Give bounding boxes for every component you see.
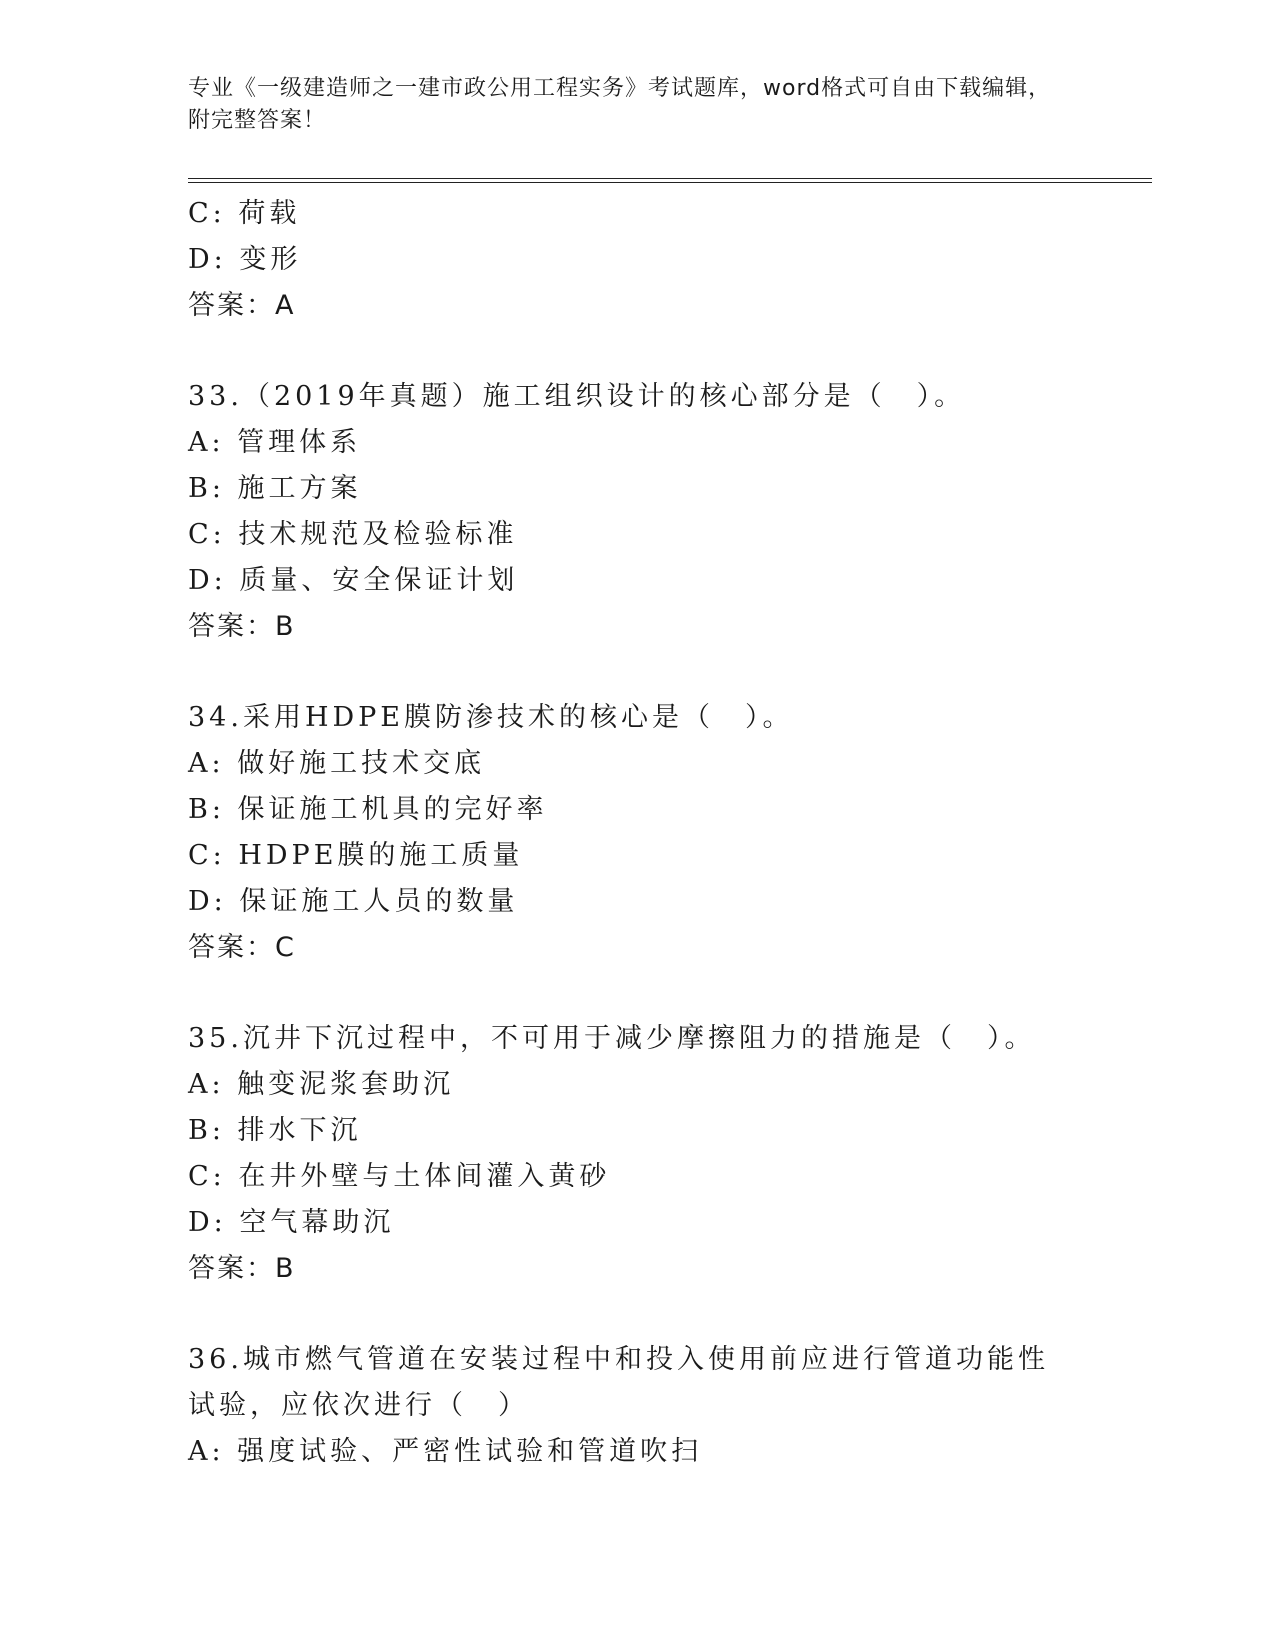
question-content <box>188 191 1152 1475</box>
option-c: C: 在井外壁与土体间灌入黄砂 <box>188 1161 611 1192</box>
option-a: A: 强度试验、严密性试验和管道吹扫 <box>188 1436 703 1467</box>
header-divider-bottom <box>188 182 1152 183</box>
answer-line: 答案：C <box>188 932 296 963</box>
question-36 <box>188 1337 1152 1475</box>
option-b: B: 排水下沉 <box>188 1115 362 1146</box>
option-c: C: 技术规范及检验标准 <box>188 519 518 550</box>
option-c: C: 荷载 <box>188 198 301 229</box>
option-d: D: 变形 <box>188 244 302 275</box>
option-a: A: 管理体系 <box>188 427 362 458</box>
option-b: B: 保证施工机具的完好率 <box>188 794 548 825</box>
answer-line: 答案：A <box>188 290 296 321</box>
option-a: A: 触变泥浆套助沉 <box>188 1069 455 1100</box>
answer-line: 答案：B <box>188 1253 296 1284</box>
question-35 <box>188 1016 1152 1292</box>
option-d: D: 质量、安全保证计划 <box>188 565 519 596</box>
option-a: A: 做好施工技术交底 <box>188 748 486 779</box>
option-b: B: 施工方案 <box>188 473 362 504</box>
option-d: D: 保证施工人员的数量 <box>188 886 519 917</box>
option-c: C: HDPE膜的施工质量 <box>188 840 524 871</box>
option-d: D: 空气幕助沉 <box>188 1207 395 1238</box>
previous-question <box>188 191 1152 329</box>
page-header: 专业《一级建造师之一建市政公用工程实务》考试题库，word格式可自由下载编辑，附完整答案！ <box>188 76 1052 133</box>
question-stem: 36.城市燃气管道在安装过程中和投入使用前应进行管道功能性试验，应依次进行（ ） <box>188 1344 1049 1421</box>
question-stem: 34.采用HDPE膜防渗技术的核心是（ ）。 <box>188 702 794 733</box>
header-divider-top <box>188 178 1152 179</box>
answer-line: 答案：B <box>188 611 296 642</box>
question-stem: 35.沉井下沉过程中，不可用于减少摩擦阻力的措施是（ ）。 <box>188 1023 1036 1054</box>
question-stem: 33.（2019年真题）施工组织设计的核心部分是（ ）。 <box>188 381 966 412</box>
question-34 <box>188 695 1152 971</box>
question-33 <box>188 374 1152 650</box>
